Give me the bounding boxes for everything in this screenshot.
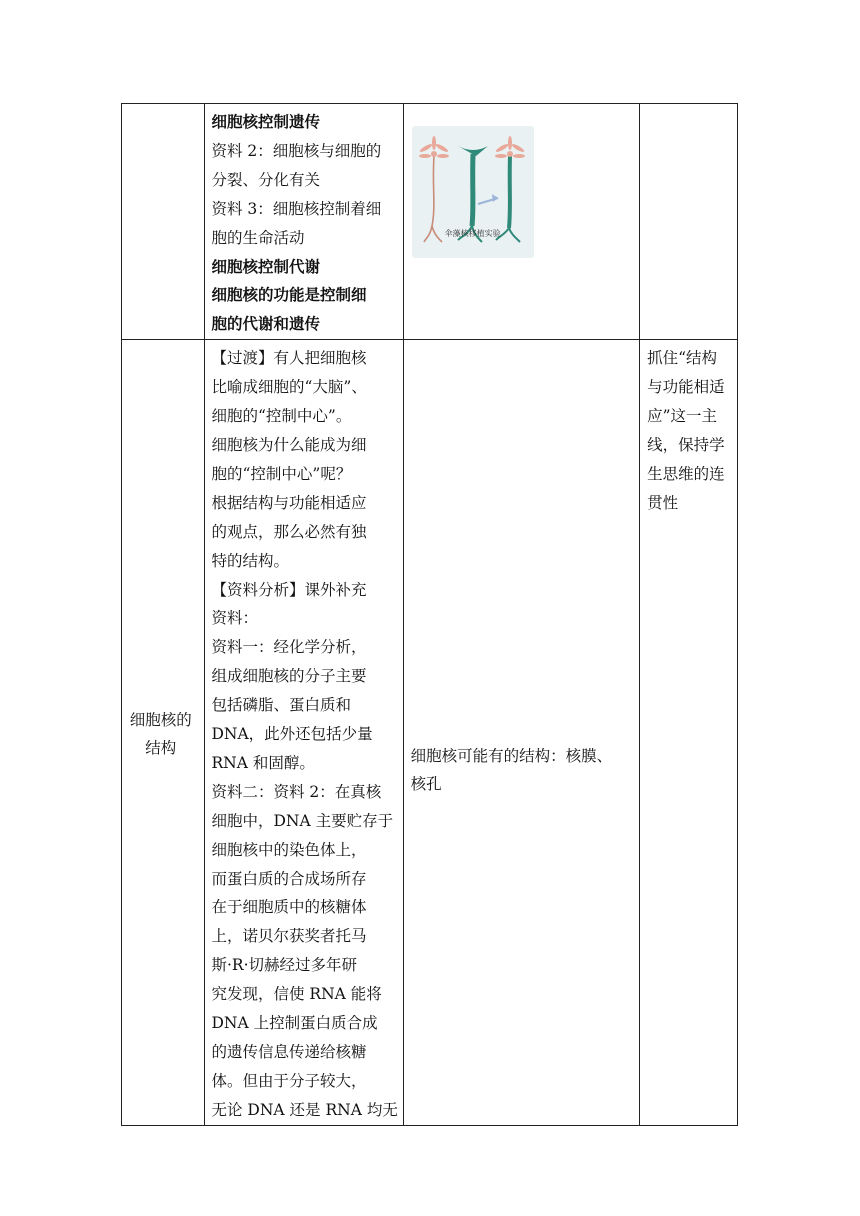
text-line: 资料： <box>211 609 259 628</box>
text-line: 在于细胞质中的核糖体 <box>211 898 367 917</box>
text-line: 包括磷脂、蛋白质和 <box>211 696 352 715</box>
table-row <box>122 104 738 340</box>
text-line: 细胞的“控制中心”。 <box>211 407 352 426</box>
figure-caption: 伞藻核移植实验 <box>444 229 501 239</box>
text-line: 上，诺贝尔获奖者托马 <box>211 927 367 946</box>
row2-col2-cell <box>204 340 403 1125</box>
text-line: 细胞核控制遗传 <box>211 112 321 131</box>
text-line: 胞的生命活动 <box>211 228 305 247</box>
text-line: 细胞核控制代谢 <box>211 256 321 276</box>
row1-col1-cell <box>122 104 205 340</box>
text-line: 组成细胞核的分子主要 <box>211 667 367 686</box>
table-row <box>122 340 738 1125</box>
text-line: 生思维的连 <box>647 464 725 483</box>
text-line: 资料 3：细胞核控制着细 <box>211 199 382 218</box>
text-line: 资料 2：细胞核与细胞的 <box>211 141 382 160</box>
text-line: 资料一：经化学分析， <box>211 638 367 657</box>
row2-col3-cell <box>403 340 640 1125</box>
text-line: DNA 上控制蛋白质合成 <box>211 1014 378 1033</box>
row2-col4-cell <box>640 340 738 1125</box>
text-line: 斯·R·切赫经过多年研 <box>211 956 358 975</box>
text-line: 细胞中，DNA 主要贮存于 <box>211 811 394 830</box>
text-line: 比喻成细胞的“大脑”、 <box>211 378 367 397</box>
text-line: 结构 <box>145 739 177 758</box>
row2-col1-cell <box>122 340 205 1125</box>
text-line: 细胞核中的染色体上， <box>211 840 367 859</box>
text-line: 细胞核的功能是控制细 <box>211 285 367 305</box>
text-line: 根据结构与功能相适应 <box>211 493 367 512</box>
text-line: 胞的“控制中心”呢？ <box>211 464 352 483</box>
text-line: 细胞核为什么能成为细 <box>211 435 367 454</box>
row1-col3-cell <box>403 104 640 340</box>
text-line: 抓住“结构 <box>647 349 718 368</box>
row1-col4-cell <box>640 104 738 340</box>
text-line: 胞的代谢和遗传 <box>211 314 321 334</box>
lesson-plan-table <box>121 103 738 1126</box>
text-line: 核孔 <box>410 775 442 794</box>
text-line: RNA 和固醇。 <box>211 753 315 772</box>
text-line: 无论 DNA 还是 RNA 均无 <box>211 1100 398 1119</box>
umbrella-algae-figure <box>412 126 534 258</box>
text-line: 与功能相适 <box>647 378 725 397</box>
text-line: 究发现，信使 RNA 能将 <box>211 985 382 1004</box>
text-line: 【资料分析】课外补充 <box>211 580 367 599</box>
text-line: 体。但由于分子较大， <box>211 1071 367 1090</box>
text-line: 贯性 <box>647 493 679 512</box>
text-line: 特的结构。 <box>211 551 290 570</box>
text-line: 的遗传信息传递给核糖 <box>211 1043 367 1061</box>
row1-col2-cell <box>204 104 403 340</box>
text-line: 资料二：资料 2：在真核 <box>211 782 382 801</box>
text-line: 的观点，那么必然有独 <box>211 522 367 541</box>
text-line: 而蛋白质的合成场所存 <box>211 869 367 888</box>
text-line: 线，保持学 <box>647 435 725 454</box>
text-line: 【过渡】有人把细胞核 <box>211 349 367 368</box>
text-line: 细胞核可能有的结构：核膜、 <box>410 746 613 765</box>
text-line: 应”这一主 <box>647 407 718 426</box>
text-line: 分裂、分化有关 <box>211 170 321 189</box>
text-line: 细胞核的 <box>129 710 192 729</box>
text-line: DNA，此外还包括少量 <box>211 725 373 744</box>
